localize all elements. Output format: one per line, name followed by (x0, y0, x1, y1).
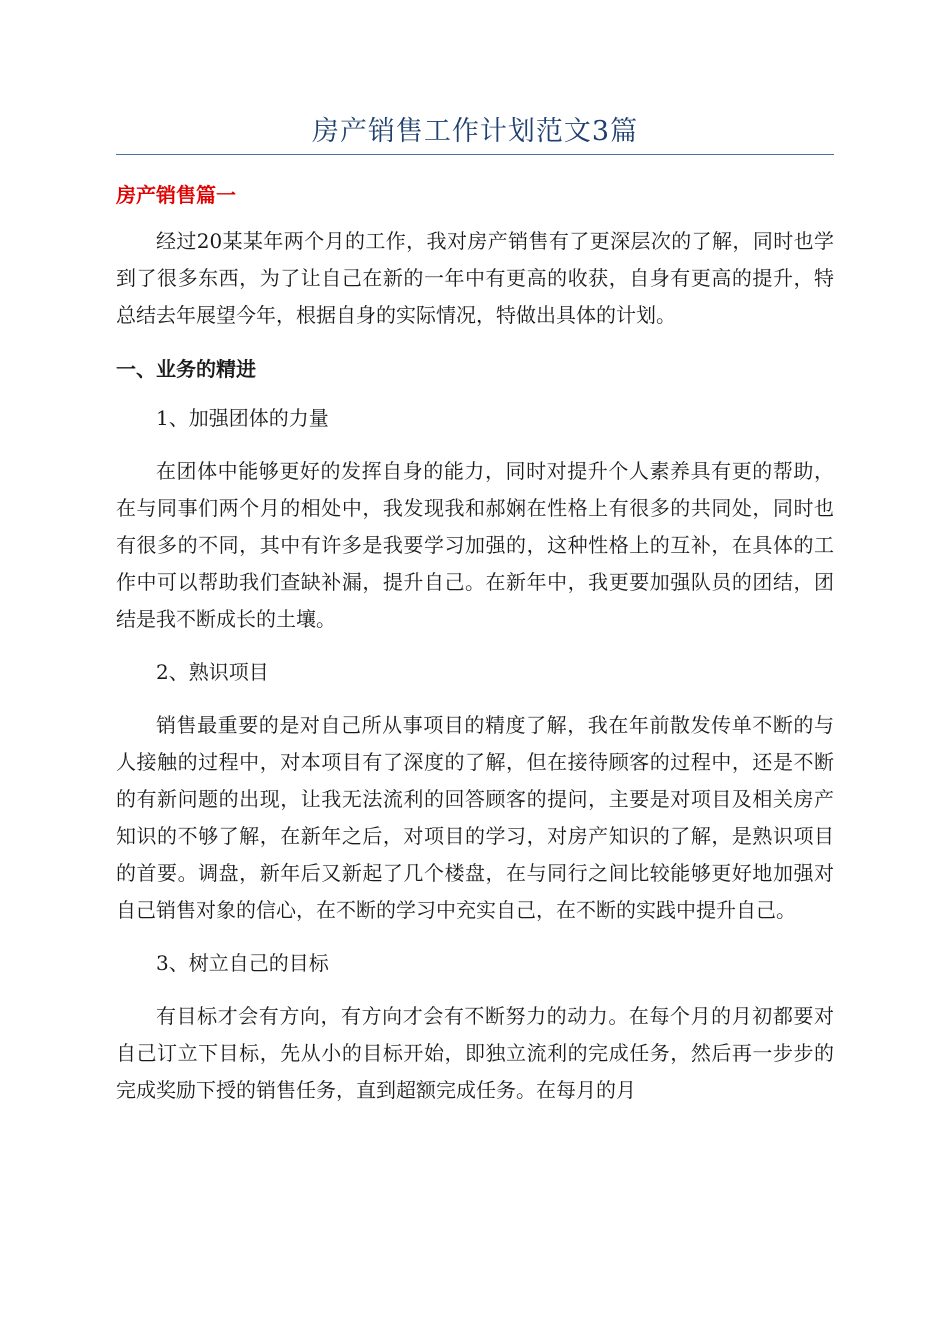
item-paragraph-3: 有目标才会有方向，有方向才会有不断努力的动力。在每个月的月初都要对自己订立下目标，先从小的目标开始，即独立流利的完成任务，然后再一步步的完成奖励下授的销售任务，直到超额完成任务。在每月的月 (116, 1004, 834, 1102)
item-heading-2: 2、熟识项目 (156, 660, 269, 684)
item-heading-3: 3、树立自己的目标 (156, 951, 329, 975)
document-title: 房产销售工作计划范文3篇 (311, 116, 639, 147)
intro-paragraph: 经过20某某年两个月的工作，我对房产销售有了更深层次的了解，同时也学到了很多东西，为了让自己在新的一年中有更高的收获，自身有更高的提升，特总结去年展望今年，根据自身的实际情况，特做出具体的计划。 (116, 229, 834, 327)
section-heading: 房产销售篇一 (116, 183, 236, 207)
document-body (116, 175, 834, 1125)
part-heading: 一、业务的精进 (116, 357, 256, 381)
item-paragraph-2: 销售最重要的是对自己所从事项目的精度了解，我在年前散发传单不断的与人接触的过程中，对本项目有了深度的了解，但在接待顾客的过程中，还是不断的有新问题的出现，让我无法流利的回答顾客的提问，主要是对项目及相关房产知识的不够了解，在新年之后，对项目的学习，对房产知识的了解，是熟识项目的首要。调盘，新年后又新起了几个楼盘，在与同行之间比较能够更好地加强对自己销售对象的信心，在不断的学习中充实自己，在不断的实践中提升自己。 (116, 713, 834, 922)
item-paragraph-1: 在团体中能够更好的发挥自身的能力，同时对提升个人素养具有更的帮助，在与同事们两个月的相处中，我发现我和郝娴在性格上有很多的共同处，同时也有很多的不同，其中有许多是我要学习加强的，这种性格上的互补，在具体的工作中可以帮助我们查缺补漏，提升自己。在新年中，我更要加强队员的团结，团结是我不断成长的土壤。 (116, 459, 834, 631)
item-heading-1: 1、加强团体的力量 (156, 406, 329, 430)
title-underline (116, 154, 834, 155)
